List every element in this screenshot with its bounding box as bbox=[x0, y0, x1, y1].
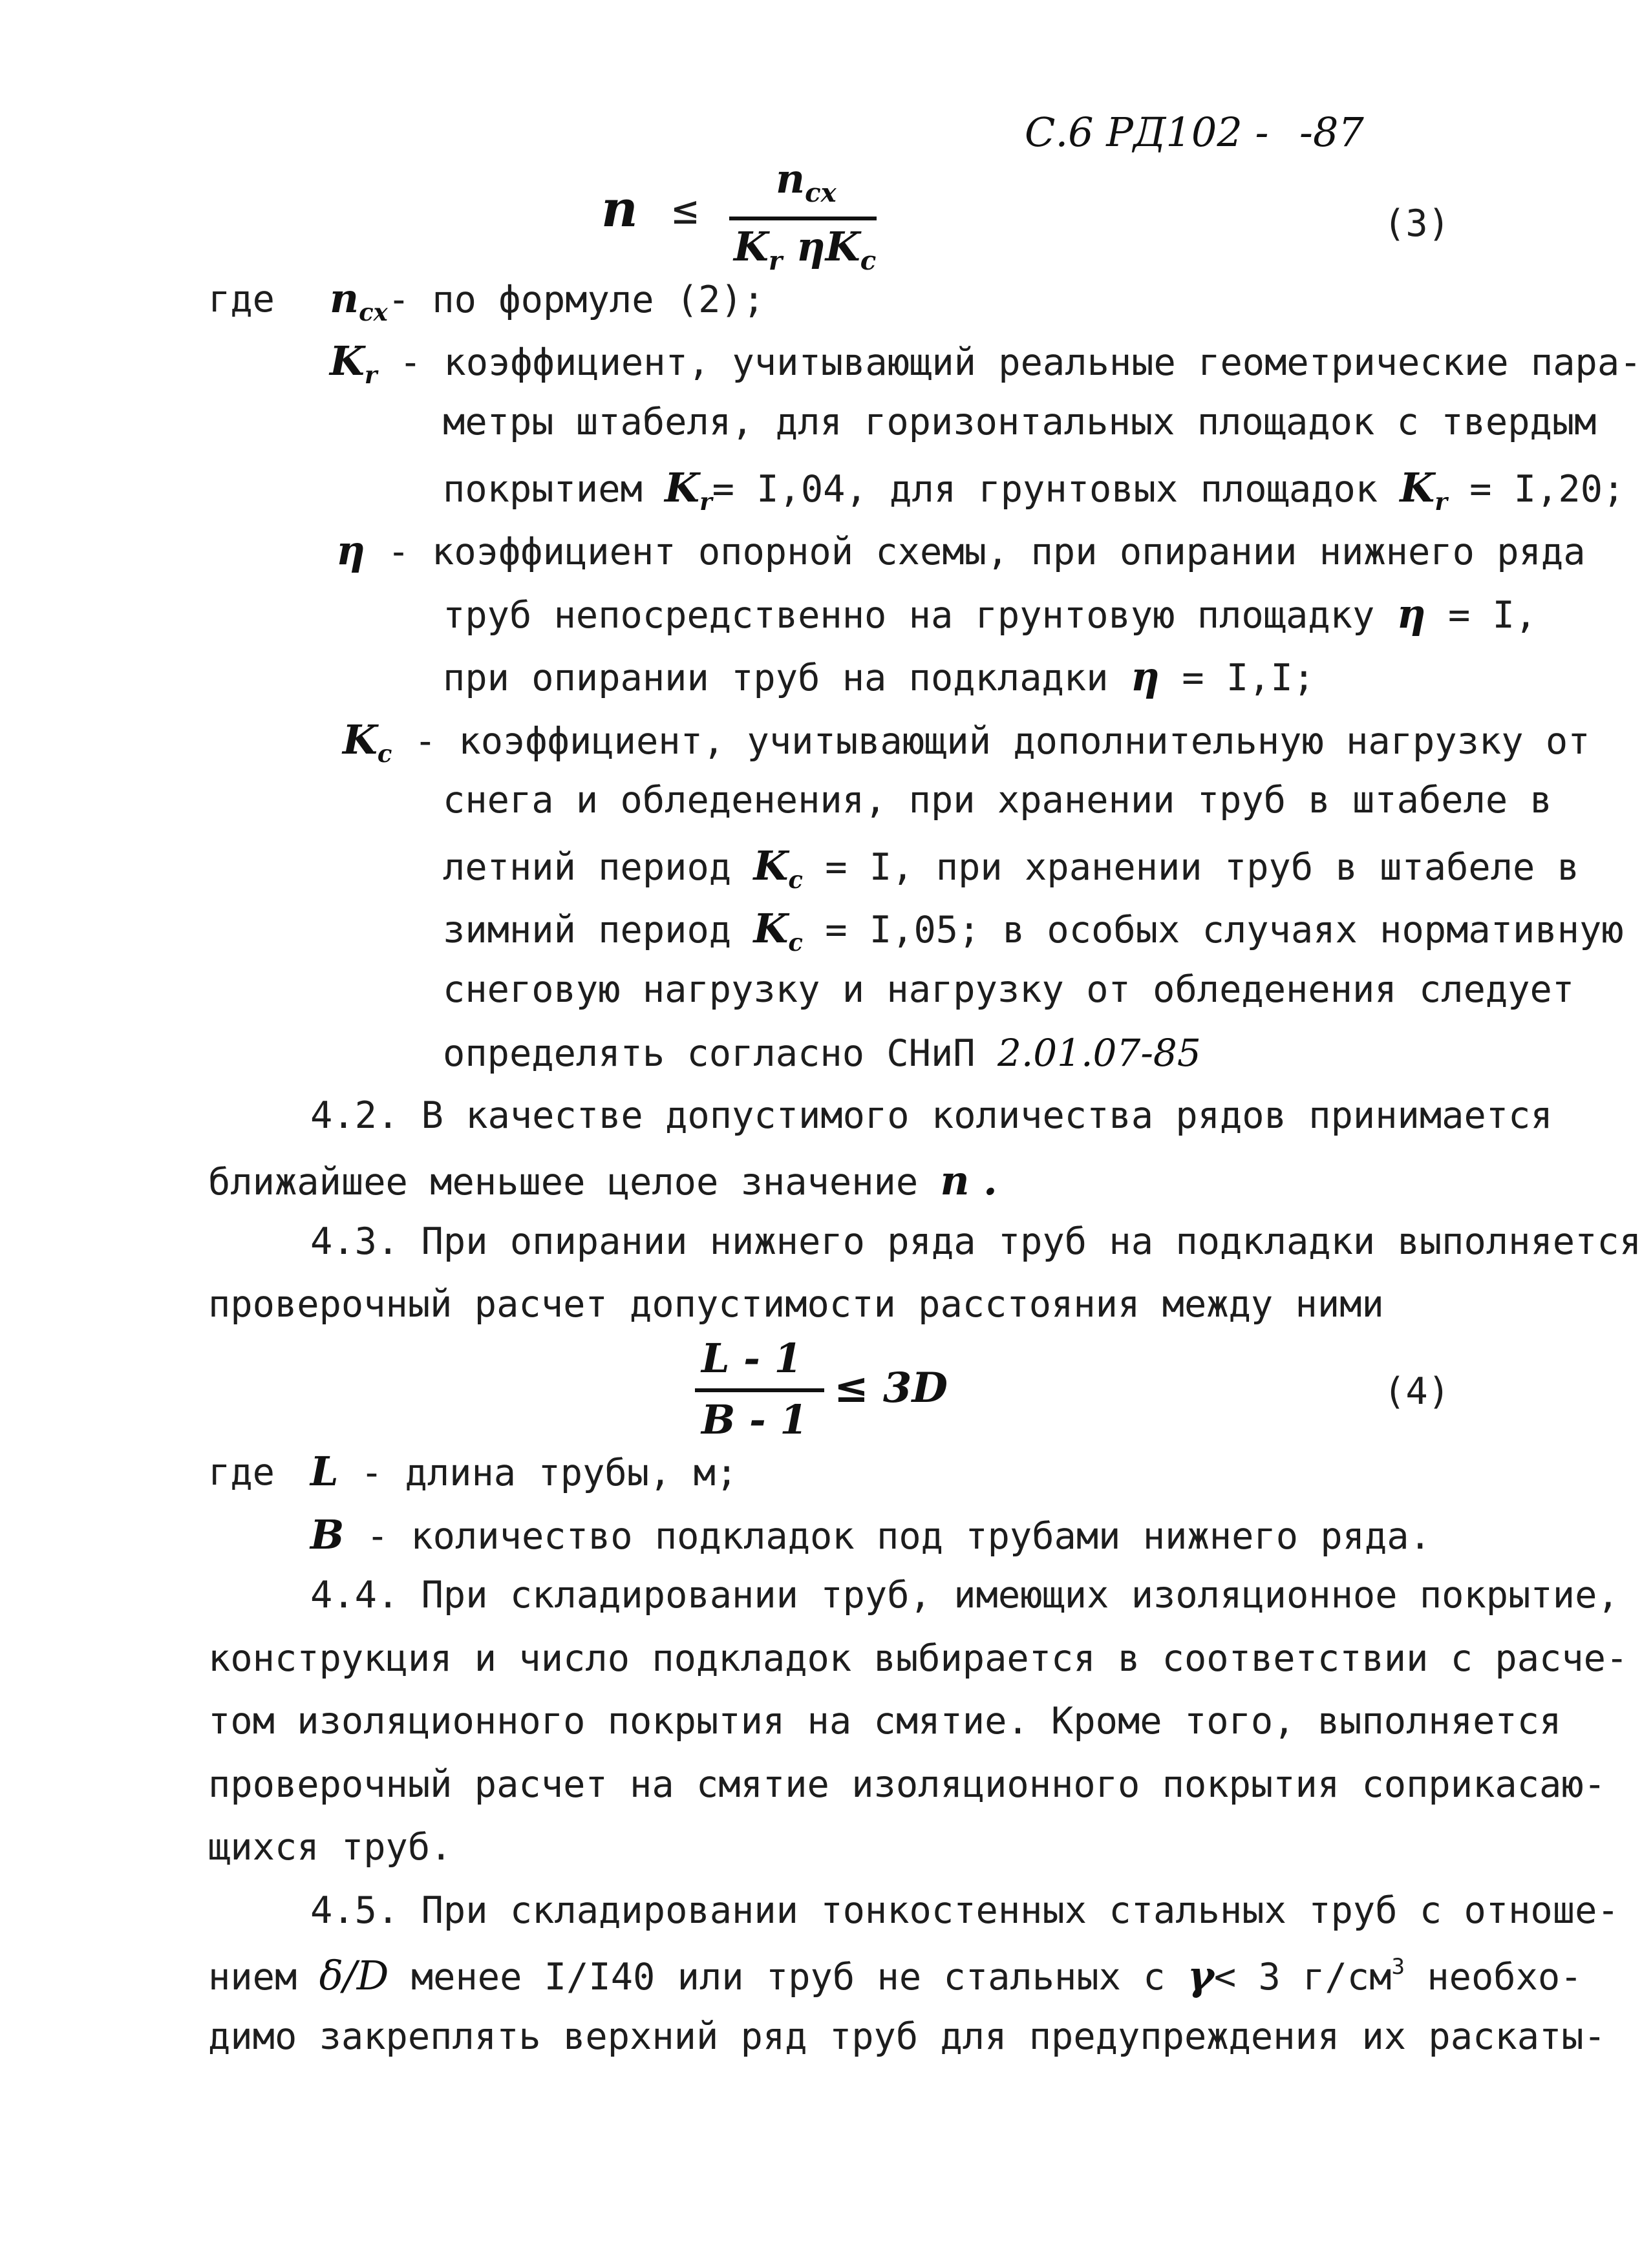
def-kc-line-2: снега и обледенения, при хранении труб в штабеле в bbox=[443, 779, 1552, 821]
para-4-5-line-3: димо закреплять верхний ряд труб для предупреждения их раскаты- bbox=[208, 2015, 1606, 2058]
def-eta-line-3: при опирании труб на подкладки η = I,I; bbox=[443, 653, 1316, 700]
formula-4-denominator: B - 1 bbox=[701, 1396, 808, 1443]
para-4-3-line-2: проверочный расчет допустимости расстояния между ними bbox=[208, 1283, 1384, 1326]
formula-4-number: (4) bbox=[1383, 1370, 1450, 1413]
document-ref: С.6 РД102 - bbox=[1025, 109, 1269, 156]
def-kr-line-1: $K_r$ - коэффициент, учитывающий реальные геометрические пара- bbox=[330, 337, 1642, 389]
where-label-1: где bbox=[208, 278, 275, 321]
formula-3-fraction-bar bbox=[729, 217, 877, 220]
para-4-4-line-3: том изоляционного покрытия на смятие. Кроме того, выполняется bbox=[208, 1700, 1562, 1743]
def-kr-line-2: метры штабеля, для горизонтальных площадок с твердым bbox=[443, 401, 1597, 443]
def-eta-line-2: труб непосредственно на грунтовую площадку η = I, bbox=[443, 590, 1537, 637]
def-kc-line-5: снеговую нагрузку и нагрузку от обледенения следует bbox=[443, 968, 1575, 1011]
formula-4-rhs: ≤ 3D bbox=[834, 1364, 948, 1412]
para-4-2-line-2: ближайшее меньшее целое значение n . bbox=[208, 1157, 997, 1204]
para-4-4-line-5: щихся труб. bbox=[208, 1826, 453, 1869]
formula-3-number: (3) bbox=[1383, 202, 1450, 245]
formula-3-numerator: $n_{cx}$ bbox=[776, 155, 837, 209]
formula-4-fraction-bar bbox=[695, 1388, 824, 1392]
formula-3-denominator: $K_r$ $\eta K_c$ bbox=[734, 223, 877, 277]
formula-4-numerator: L - 1 bbox=[701, 1335, 802, 1382]
def-kr-line-3: покрытием $K_r= I,04$, для грунтовых площадок $K_r = I,20$; bbox=[443, 464, 1625, 516]
def-kc-line-1: $K_c$ - коэффициент, учитывающий дополнительную нагрузку от bbox=[343, 716, 1590, 768]
formula-3-lhs: n bbox=[601, 180, 638, 238]
para-4-5-line-1: 4.5. При складировании тонкостенных стальных труб с отноше- bbox=[310, 1889, 1619, 1932]
para-4-2-line-1: 4.2. В качестве допустимого количества рядов принимается bbox=[310, 1094, 1553, 1137]
def-ncx: $n_{cx}-$ по формуле (2); bbox=[330, 275, 765, 326]
para-4-4-line-1: 4.4. При складировании труб, имеющих изоляционное покрытие, bbox=[310, 1574, 1619, 1616]
def-kc-line-6: определять согласно СНиП 2.01.07-85 bbox=[443, 1031, 1201, 1075]
where-label-2: где bbox=[208, 1451, 275, 1494]
para-4-4-line-4: проверочный расчет на смятие изоляционного покрытия соприкасаю- bbox=[208, 1763, 1606, 1806]
para-4-3-line-1: 4.3. При опирании нижнего ряда труб на подкладки выполняется bbox=[310, 1220, 1642, 1263]
formula-3-leq: ≤ bbox=[672, 184, 698, 234]
def-kc-line-4: зимний период $K_c = I,05$; в особых случаях нормативную bbox=[443, 905, 1624, 957]
page-number: -87 bbox=[1299, 109, 1364, 156]
def-eta-line-1: η - коэффициент опорной схемы, при опирании нижнего ряда bbox=[336, 527, 1586, 574]
def-l: L - длина трубы, м; bbox=[310, 1448, 738, 1495]
def-b: B - количество подкладок под трубами нижнего ряда. bbox=[310, 1511, 1431, 1558]
para-4-4-line-2: конструкция и число подкладок выбирается в соответствии с расче- bbox=[208, 1637, 1628, 1680]
para-4-5-line-2: нием δ/D менее I/I40 или труб не стальных с γ< 3 $г/см^3$ необхо- bbox=[208, 1952, 1583, 1999]
def-kc-line-3: летний период $K_c = I$, при хранении труб в штабеле в bbox=[443, 842, 1579, 894]
